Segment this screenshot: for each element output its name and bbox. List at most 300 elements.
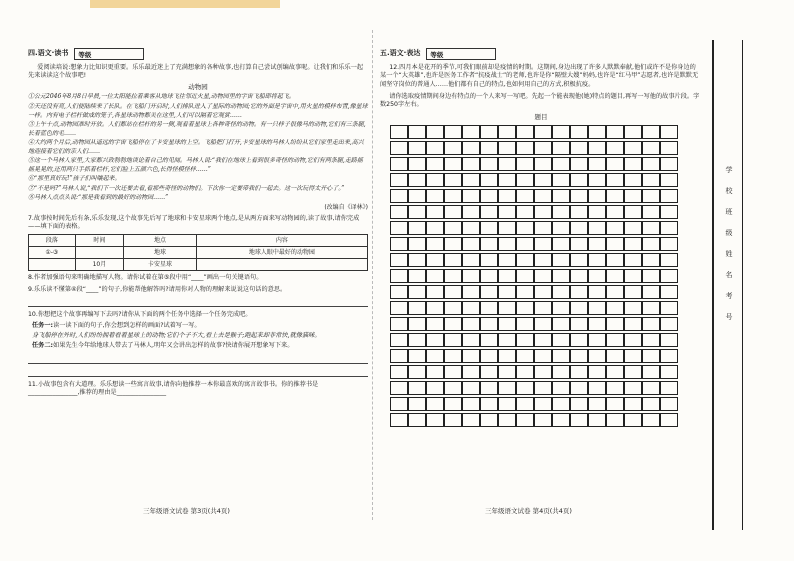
- grid-cell[interactable]: [408, 157, 426, 171]
- grid-cell[interactable]: [606, 365, 624, 379]
- grid-cell[interactable]: [462, 381, 480, 395]
- grid-cell[interactable]: [588, 349, 606, 363]
- grid-cell[interactable]: [390, 125, 408, 139]
- grid-cell[interactable]: [480, 125, 498, 139]
- grid-cell[interactable]: [660, 141, 678, 155]
- grid-cell[interactable]: [588, 221, 606, 235]
- grid-cell[interactable]: [588, 333, 606, 347]
- grid-cell[interactable]: [426, 189, 444, 203]
- grid-cell[interactable]: [660, 125, 678, 139]
- grid-cell[interactable]: [498, 157, 516, 171]
- grid-cell[interactable]: [390, 365, 408, 379]
- grid-cell[interactable]: [444, 397, 462, 411]
- grid-cell[interactable]: [642, 125, 660, 139]
- grid-cell[interactable]: [462, 317, 480, 331]
- grid-cell[interactable]: [642, 189, 660, 203]
- grid-cell[interactable]: [426, 253, 444, 267]
- grid-cell[interactable]: [606, 301, 624, 315]
- grid-cell[interactable]: [390, 269, 408, 283]
- grid-cell[interactable]: [660, 413, 678, 427]
- grid-cell[interactable]: [516, 365, 534, 379]
- grid-cell[interactable]: [534, 253, 552, 267]
- grid-cell[interactable]: [606, 317, 624, 331]
- grid-cell[interactable]: [624, 381, 642, 395]
- grid-cell[interactable]: [498, 317, 516, 331]
- grid-cell[interactable]: [660, 253, 678, 267]
- grid-cell[interactable]: [444, 381, 462, 395]
- grid-cell[interactable]: [498, 189, 516, 203]
- grid-cell[interactable]: [660, 173, 678, 187]
- grid-cell[interactable]: [516, 397, 534, 411]
- grid-cell[interactable]: [426, 301, 444, 315]
- grid-cell[interactable]: [462, 237, 480, 251]
- grid-cell[interactable]: [480, 397, 498, 411]
- grid-cell[interactable]: [516, 189, 534, 203]
- grid-cell[interactable]: [534, 141, 552, 155]
- grid-cell[interactable]: [390, 237, 408, 251]
- grid-cell[interactable]: [588, 205, 606, 219]
- grid-cell[interactable]: [642, 253, 660, 267]
- grid-cell[interactable]: [408, 253, 426, 267]
- grid-cell[interactable]: [606, 349, 624, 363]
- grid-cell[interactable]: [642, 349, 660, 363]
- grid-cell[interactable]: [408, 365, 426, 379]
- grid-cell[interactable]: [570, 269, 588, 283]
- grid-cell[interactable]: [642, 173, 660, 187]
- grid-cell[interactable]: [606, 157, 624, 171]
- grid-cell[interactable]: [480, 285, 498, 299]
- grid-cell[interactable]: [534, 365, 552, 379]
- grid-cell[interactable]: [480, 269, 498, 283]
- table-cell-blank[interactable]: [75, 247, 123, 259]
- grid-cell[interactable]: [660, 205, 678, 219]
- grid-cell[interactable]: [624, 365, 642, 379]
- grid-cell[interactable]: [408, 189, 426, 203]
- grid-cell[interactable]: [660, 301, 678, 315]
- grid-cell[interactable]: [516, 205, 534, 219]
- grid-cell[interactable]: [588, 285, 606, 299]
- grid-cell[interactable]: [498, 333, 516, 347]
- grid-cell[interactable]: [426, 269, 444, 283]
- grid-cell[interactable]: [552, 205, 570, 219]
- grid-cell[interactable]: [516, 125, 534, 139]
- grid-cell[interactable]: [426, 365, 444, 379]
- grid-cell[interactable]: [516, 333, 534, 347]
- grid-cell[interactable]: [390, 349, 408, 363]
- grid-cell[interactable]: [498, 205, 516, 219]
- grid-cell[interactable]: [408, 381, 426, 395]
- grid-cell[interactable]: [426, 173, 444, 187]
- grid-cell[interactable]: [408, 125, 426, 139]
- grid-cell[interactable]: [588, 141, 606, 155]
- grid-cell[interactable]: [606, 397, 624, 411]
- grid-cell[interactable]: [390, 253, 408, 267]
- grid-cell[interactable]: [624, 221, 642, 235]
- grid-cell[interactable]: [588, 365, 606, 379]
- grid-cell[interactable]: [390, 397, 408, 411]
- grid-cell[interactable]: [624, 157, 642, 171]
- grid-cell[interactable]: [408, 333, 426, 347]
- grid-cell[interactable]: [498, 285, 516, 299]
- grid-cell[interactable]: [552, 349, 570, 363]
- grid-cell[interactable]: [606, 189, 624, 203]
- grid-cell[interactable]: [624, 253, 642, 267]
- grid-cell[interactable]: [426, 157, 444, 171]
- grid-cell[interactable]: [444, 253, 462, 267]
- grid-cell[interactable]: [606, 125, 624, 139]
- grid-cell[interactable]: [480, 173, 498, 187]
- grid-cell[interactable]: [660, 381, 678, 395]
- grid-cell[interactable]: [570, 365, 588, 379]
- grid-cell[interactable]: [534, 317, 552, 331]
- grid-cell[interactable]: [426, 125, 444, 139]
- grid-cell[interactable]: [534, 413, 552, 427]
- grid-cell[interactable]: [606, 173, 624, 187]
- grid-cell[interactable]: [462, 365, 480, 379]
- grid-cell[interactable]: [498, 125, 516, 139]
- grid-cell[interactable]: [390, 285, 408, 299]
- grid-cell[interactable]: [480, 317, 498, 331]
- grid-cell[interactable]: [624, 413, 642, 427]
- grid-cell[interactable]: [642, 285, 660, 299]
- grid-cell[interactable]: [570, 397, 588, 411]
- grid-cell[interactable]: [462, 301, 480, 315]
- grid-cell[interactable]: [570, 237, 588, 251]
- grid-cell[interactable]: [462, 349, 480, 363]
- grid-cell[interactable]: [516, 349, 534, 363]
- grid-cell[interactable]: [588, 413, 606, 427]
- grid-cell[interactable]: [426, 141, 444, 155]
- grid-cell[interactable]: [462, 221, 480, 235]
- grid-cell[interactable]: [606, 221, 624, 235]
- grid-cell[interactable]: [570, 189, 588, 203]
- grid-cell[interactable]: [534, 301, 552, 315]
- grid-cell[interactable]: [642, 157, 660, 171]
- grid-cell[interactable]: [552, 141, 570, 155]
- grid-cell[interactable]: [552, 157, 570, 171]
- grid-cell[interactable]: [606, 141, 624, 155]
- grid-cell[interactable]: [462, 269, 480, 283]
- grid-cell[interactable]: [624, 397, 642, 411]
- grid-cell[interactable]: [462, 125, 480, 139]
- grid-cell[interactable]: [390, 141, 408, 155]
- grid-cell[interactable]: [534, 349, 552, 363]
- grid-cell[interactable]: [516, 269, 534, 283]
- grid-cell[interactable]: [660, 349, 678, 363]
- grid-cell[interactable]: [552, 381, 570, 395]
- grid-cell[interactable]: [444, 157, 462, 171]
- grid-cell[interactable]: [480, 141, 498, 155]
- grade-box[interactable]: 等级: [74, 48, 144, 60]
- grid-cell[interactable]: [534, 205, 552, 219]
- grid-cell[interactable]: [444, 365, 462, 379]
- grid-cell[interactable]: [408, 397, 426, 411]
- grid-cell[interactable]: [570, 381, 588, 395]
- grid-cell[interactable]: [462, 333, 480, 347]
- grid-cell[interactable]: [624, 333, 642, 347]
- grid-cell[interactable]: [480, 349, 498, 363]
- grid-cell[interactable]: [408, 221, 426, 235]
- grid-cell[interactable]: [444, 333, 462, 347]
- grid-cell[interactable]: [552, 301, 570, 315]
- grid-cell[interactable]: [606, 413, 624, 427]
- grid-cell[interactable]: [444, 125, 462, 139]
- grid-cell[interactable]: [624, 125, 642, 139]
- grid-cell[interactable]: [408, 349, 426, 363]
- grid-cell[interactable]: [660, 397, 678, 411]
- grid-cell[interactable]: [462, 173, 480, 187]
- grid-cell[interactable]: [660, 317, 678, 331]
- grid-cell[interactable]: [498, 237, 516, 251]
- grid-cell[interactable]: [660, 333, 678, 347]
- grid-cell[interactable]: [552, 317, 570, 331]
- grid-cell[interactable]: [390, 413, 408, 427]
- grid-cell[interactable]: [516, 381, 534, 395]
- grid-cell[interactable]: [498, 173, 516, 187]
- grid-cell[interactable]: [642, 397, 660, 411]
- grid-cell[interactable]: [390, 157, 408, 171]
- grid-cell[interactable]: [534, 173, 552, 187]
- grid-cell[interactable]: [606, 237, 624, 251]
- grid-cell[interactable]: [480, 237, 498, 251]
- grid-cell[interactable]: [426, 285, 444, 299]
- grid-cell[interactable]: [570, 253, 588, 267]
- grid-cell[interactable]: [642, 141, 660, 155]
- grid-cell[interactable]: [588, 381, 606, 395]
- grid-cell[interactable]: [642, 221, 660, 235]
- grid-cell[interactable]: [642, 381, 660, 395]
- grid-cell[interactable]: [390, 301, 408, 315]
- grid-cell[interactable]: [408, 237, 426, 251]
- grid-cell[interactable]: [624, 285, 642, 299]
- grid-cell[interactable]: [552, 173, 570, 187]
- grid-cell[interactable]: [570, 157, 588, 171]
- grid-cell[interactable]: [390, 333, 408, 347]
- grid-cell[interactable]: [426, 349, 444, 363]
- answer-line[interactable]: [28, 355, 368, 364]
- grid-cell[interactable]: [552, 397, 570, 411]
- grid-cell[interactable]: [480, 205, 498, 219]
- grid-cell[interactable]: [606, 333, 624, 347]
- grid-cell[interactable]: [390, 173, 408, 187]
- grid-cell[interactable]: [444, 205, 462, 219]
- grid-cell[interactable]: [606, 253, 624, 267]
- grid-cell[interactable]: [570, 205, 588, 219]
- grid-cell[interactable]: [444, 141, 462, 155]
- grid-cell[interactable]: [516, 301, 534, 315]
- grid-cell[interactable]: [642, 237, 660, 251]
- grid-cell[interactable]: [606, 285, 624, 299]
- grid-cell[interactable]: [606, 205, 624, 219]
- grid-cell[interactable]: [534, 157, 552, 171]
- grid-cell[interactable]: [462, 189, 480, 203]
- grid-cell[interactable]: [480, 365, 498, 379]
- grid-cell[interactable]: [588, 397, 606, 411]
- grid-cell[interactable]: [426, 413, 444, 427]
- grid-cell[interactable]: [660, 237, 678, 251]
- grid-cell[interactable]: [570, 221, 588, 235]
- table-cell-blank[interactable]: [29, 259, 76, 271]
- grid-cell[interactable]: [516, 221, 534, 235]
- grid-cell[interactable]: [408, 269, 426, 283]
- grid-cell[interactable]: [624, 141, 642, 155]
- grid-cell[interactable]: [462, 141, 480, 155]
- grid-cell[interactable]: [570, 125, 588, 139]
- grid-cell[interactable]: [498, 397, 516, 411]
- grid-cell[interactable]: [552, 189, 570, 203]
- grid-cell[interactable]: [552, 125, 570, 139]
- grid-cell[interactable]: [498, 141, 516, 155]
- grid-cell[interactable]: [390, 205, 408, 219]
- grid-cell[interactable]: [444, 301, 462, 315]
- grid-cell[interactable]: [516, 317, 534, 331]
- grid-cell[interactable]: [660, 221, 678, 235]
- grid-cell[interactable]: [462, 205, 480, 219]
- grid-cell[interactable]: [498, 253, 516, 267]
- grid-cell[interactable]: [552, 333, 570, 347]
- grid-cell[interactable]: [498, 365, 516, 379]
- grid-cell[interactable]: [444, 413, 462, 427]
- grid-cell[interactable]: [624, 189, 642, 203]
- grid-cell[interactable]: [588, 189, 606, 203]
- grid-cell[interactable]: [516, 413, 534, 427]
- grid-cell[interactable]: [660, 285, 678, 299]
- grid-cell[interactable]: [516, 141, 534, 155]
- grid-cell[interactable]: [606, 269, 624, 283]
- grid-cell[interactable]: [606, 381, 624, 395]
- grid-cell[interactable]: [660, 189, 678, 203]
- table-cell-blank[interactable]: [196, 259, 367, 271]
- grid-cell[interactable]: [498, 349, 516, 363]
- grid-cell[interactable]: [588, 125, 606, 139]
- grid-cell[interactable]: [534, 125, 552, 139]
- grid-cell[interactable]: [480, 381, 498, 395]
- grid-cell[interactable]: [444, 237, 462, 251]
- grid-cell[interactable]: [534, 269, 552, 283]
- grid-cell[interactable]: [480, 221, 498, 235]
- grade-box[interactable]: 等级: [426, 48, 496, 60]
- grid-cell[interactable]: [642, 205, 660, 219]
- grid-cell[interactable]: [426, 237, 444, 251]
- grid-cell[interactable]: [552, 365, 570, 379]
- answer-line[interactable]: [28, 298, 368, 307]
- grid-cell[interactable]: [480, 157, 498, 171]
- grid-cell[interactable]: [624, 349, 642, 363]
- grid-cell[interactable]: [552, 253, 570, 267]
- grid-cell[interactable]: [552, 413, 570, 427]
- grid-cell[interactable]: [588, 301, 606, 315]
- grid-cell[interactable]: [408, 141, 426, 155]
- grid-cell[interactable]: [498, 269, 516, 283]
- grid-cell[interactable]: [534, 381, 552, 395]
- grid-cell[interactable]: [408, 413, 426, 427]
- grid-cell[interactable]: [390, 221, 408, 235]
- grid-cell[interactable]: [588, 253, 606, 267]
- grid-cell[interactable]: [642, 333, 660, 347]
- grid-cell[interactable]: [444, 317, 462, 331]
- grid-cell[interactable]: [552, 285, 570, 299]
- grid-cell[interactable]: [570, 413, 588, 427]
- grid-cell[interactable]: [390, 317, 408, 331]
- grid-cell[interactable]: [588, 317, 606, 331]
- grid-cell[interactable]: [498, 381, 516, 395]
- grid-cell[interactable]: [642, 301, 660, 315]
- grid-cell[interactable]: [408, 317, 426, 331]
- grid-cell[interactable]: [552, 237, 570, 251]
- grid-cell[interactable]: [516, 157, 534, 171]
- grid-cell[interactable]: [462, 397, 480, 411]
- grid-cell[interactable]: [642, 365, 660, 379]
- grid-cell[interactable]: [570, 349, 588, 363]
- grid-cell[interactable]: [552, 269, 570, 283]
- grid-cell[interactable]: [498, 221, 516, 235]
- grid-cell[interactable]: [426, 221, 444, 235]
- grid-cell[interactable]: [660, 365, 678, 379]
- grid-cell[interactable]: [642, 413, 660, 427]
- grid-cell[interactable]: [390, 189, 408, 203]
- grid-cell[interactable]: [534, 333, 552, 347]
- grid-cell[interactable]: [588, 157, 606, 171]
- grid-cell[interactable]: [570, 285, 588, 299]
- grid-cell[interactable]: [642, 317, 660, 331]
- grid-cell[interactable]: [624, 173, 642, 187]
- grid-cell[interactable]: [444, 173, 462, 187]
- grid-cell[interactable]: [534, 397, 552, 411]
- grid-cell[interactable]: [642, 269, 660, 283]
- grid-cell[interactable]: [480, 413, 498, 427]
- grid-cell[interactable]: [480, 189, 498, 203]
- grid-cell[interactable]: [462, 157, 480, 171]
- grid-cell[interactable]: [588, 173, 606, 187]
- grid-cell[interactable]: [624, 301, 642, 315]
- grid-cell[interactable]: [408, 205, 426, 219]
- essay-grid[interactable]: [390, 125, 702, 429]
- grid-cell[interactable]: [534, 237, 552, 251]
- grid-cell[interactable]: [408, 301, 426, 315]
- grid-cell[interactable]: [480, 253, 498, 267]
- grid-cell[interactable]: [462, 285, 480, 299]
- grid-cell[interactable]: [660, 157, 678, 171]
- grid-cell[interactable]: [444, 285, 462, 299]
- grid-cell[interactable]: [570, 317, 588, 331]
- grid-cell[interactable]: [534, 285, 552, 299]
- grid-cell[interactable]: [588, 269, 606, 283]
- grid-cell[interactable]: [624, 269, 642, 283]
- grid-cell[interactable]: [426, 317, 444, 331]
- grid-cell[interactable]: [426, 381, 444, 395]
- grid-cell[interactable]: [444, 221, 462, 235]
- grid-cell[interactable]: [624, 205, 642, 219]
- grid-cell[interactable]: [516, 237, 534, 251]
- grid-cell[interactable]: [588, 237, 606, 251]
- grid-cell[interactable]: [570, 173, 588, 187]
- grid-cell[interactable]: [480, 301, 498, 315]
- grid-cell[interactable]: [462, 253, 480, 267]
- grid-cell[interactable]: [426, 333, 444, 347]
- grid-cell[interactable]: [534, 189, 552, 203]
- grid-cell[interactable]: [570, 301, 588, 315]
- grid-cell[interactable]: [480, 333, 498, 347]
- grid-cell[interactable]: [390, 381, 408, 395]
- grid-cell[interactable]: [408, 173, 426, 187]
- grid-cell[interactable]: [516, 173, 534, 187]
- grid-cell[interactable]: [426, 205, 444, 219]
- grid-cell[interactable]: [444, 349, 462, 363]
- grid-cell[interactable]: [552, 221, 570, 235]
- grid-cell[interactable]: [624, 237, 642, 251]
- grid-cell[interactable]: [534, 221, 552, 235]
- grid-cell[interactable]: [426, 397, 444, 411]
